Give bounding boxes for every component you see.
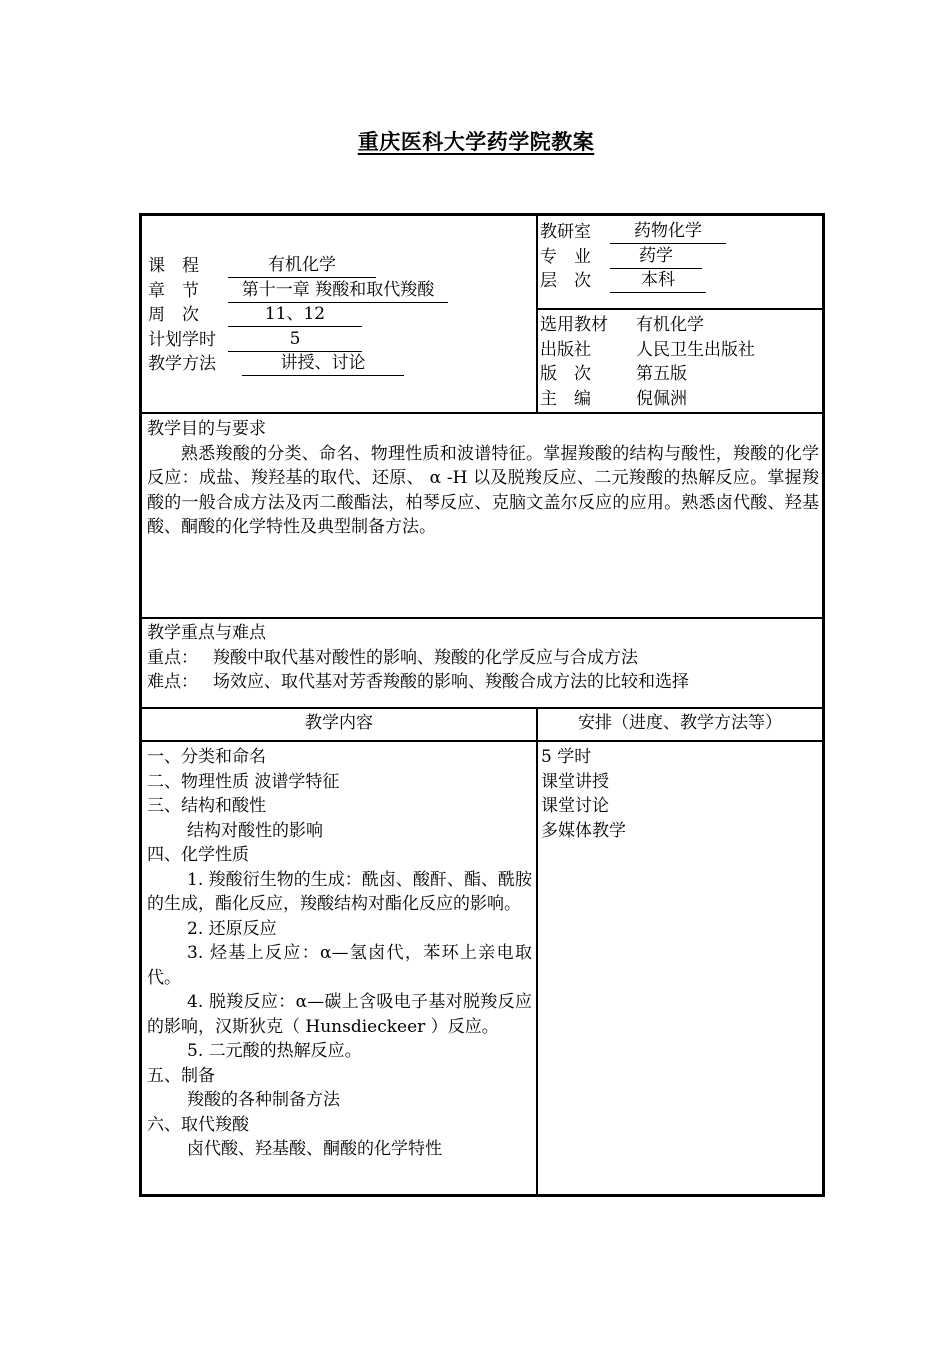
difficulty-label: 难点： <box>147 672 198 692</box>
teaching-arrangement <box>541 745 817 843</box>
course-info-row <box>148 303 536 328</box>
course-info-value: 5 <box>228 328 362 352</box>
content-line: 结构对酸性的影响 <box>187 820 323 841</box>
department-info-label: 专 业 <box>540 246 591 267</box>
textbook-info-label: 主 编 <box>540 388 591 409</box>
course-info-row <box>148 328 536 353</box>
department-info-value: 药学 <box>610 245 702 269</box>
content-line: 1. 羧酸衍生物的生成：酰卤、酸酐、酯、酰胺的生成，酯化反应，羧酸结构对酯化反应的影响。 <box>147 869 532 914</box>
department-info-label: 层 次 <box>540 271 591 291</box>
arrangement-line: 课堂讲授 <box>541 771 609 792</box>
content-line: 二、物理性质 波谱学特征 <box>147 771 340 792</box>
course-info-label: 计划学时 <box>148 329 216 350</box>
course-info-value: 有机化学 <box>228 254 376 278</box>
textbook-info-row <box>540 313 820 338</box>
lesson-plan-table <box>139 213 825 1197</box>
content-line: 2. 还原反应 <box>187 918 277 939</box>
difficulty-row <box>147 670 819 695</box>
course-info-label: 周 次 <box>148 305 199 325</box>
department-info-value: 药物化学 <box>610 220 726 244</box>
content-line: 三、结构和酸性 <box>147 796 266 816</box>
content-line: 五、制备 <box>147 1065 215 1086</box>
department-info-value: 本科 <box>610 269 706 293</box>
key-point-text: 羧酸中取代基对酸性的影响、羧酸的化学反应与合成方法 <box>213 647 638 668</box>
textbook-info-value: 倪佩洲 <box>636 388 687 409</box>
content-line: 5. 二元酸的热解反应。 <box>187 1041 362 1061</box>
textbook-info-value: 第五版 <box>636 364 687 384</box>
textbook-info <box>540 313 820 411</box>
objectives-section <box>147 417 819 540</box>
arrangement-line: 多媒体教学 <box>541 820 626 841</box>
page-title: 重庆医科大学药学院教案 <box>357 130 595 154</box>
content-line: 4. 脱羧反应：α—碳上含吸电子基对脱羧反应的影响，汉斯狄克（ Hunsdieckeer ）反应。 <box>147 992 532 1037</box>
textbook-info-row <box>540 338 820 363</box>
course-info-label: 章 节 <box>148 280 199 301</box>
textbook-info-label: 版 次 <box>540 364 591 384</box>
course-info <box>148 254 536 377</box>
textbook-info-value: 有机化学 <box>636 315 704 335</box>
arrangement-line: 5 学时 <box>541 747 592 767</box>
key-point-row <box>147 646 819 671</box>
course-info-row <box>148 352 536 377</box>
content-line: 四、化学性质 <box>147 845 249 865</box>
key-points-section <box>147 621 819 695</box>
content-line: 3. 烃基上反应：α—氢卤代，苯环上亲电取代。 <box>147 943 532 988</box>
content-line: 卤代酸、羟基酸、酮酸的化学特性 <box>187 1139 442 1159</box>
key-points-heading: 教学重点与难点 <box>147 623 266 643</box>
department-info <box>540 220 820 294</box>
key-point-label: 重点： <box>147 647 198 668</box>
textbook-info-row <box>540 387 820 412</box>
objectives-text: 熟悉羧酸的分类、命名、物理性质和波谱特征。掌握羧酸的结构与酸性，羧酸的化学反应：成盐、羧羟基的取代、还原、 α -H 以及脱羧反应、二元羧酸的热解反应。掌握羧酸的一般合成方法及丙二酸酯法，柏琴反应、克脑文盖尔反应的应用。熟悉卤代酸、羟基酸、酮酸的化学特性及典型制备方法。 <box>147 443 819 537</box>
difficulty-text: 场效应、取代基对芳香羧酸的影响、羧酸合成方法的比较和选择 <box>213 672 689 692</box>
course-info-value: 第十一章 羧酸和取代羧酸 <box>228 279 448 303</box>
course-info-row <box>148 254 536 279</box>
course-info-label: 教学方法 <box>148 354 216 374</box>
department-info-row <box>540 220 820 245</box>
department-info-row <box>540 245 820 270</box>
content-column-header: 教学内容 <box>305 713 373 733</box>
textbook-info-label: 出版社 <box>540 339 591 360</box>
textbook-info-value: 人民卫生出版社 <box>636 339 755 360</box>
course-info-label: 课 程 <box>148 256 199 276</box>
arrangement-column-header: 安排（进度、教学方法等） <box>578 713 782 733</box>
department-info-row <box>540 269 820 294</box>
arrangement-line: 课堂讨论 <box>541 796 609 816</box>
textbook-info-row <box>540 362 820 387</box>
content-line: 一、分类和命名 <box>147 747 266 767</box>
textbook-info-label: 选用教材 <box>540 315 608 335</box>
content-line: 六、取代羧酸 <box>147 1114 249 1135</box>
teaching-content <box>147 745 532 1162</box>
course-info-value: 讲授、讨论 <box>242 352 404 376</box>
content-line: 羧酸的各种制备方法 <box>187 1090 340 1110</box>
objectives-heading: 教学目的与要求 <box>147 419 266 439</box>
department-info-label: 教研室 <box>540 222 591 242</box>
course-info-row <box>148 279 536 304</box>
course-info-value: 11、12 <box>228 303 362 327</box>
